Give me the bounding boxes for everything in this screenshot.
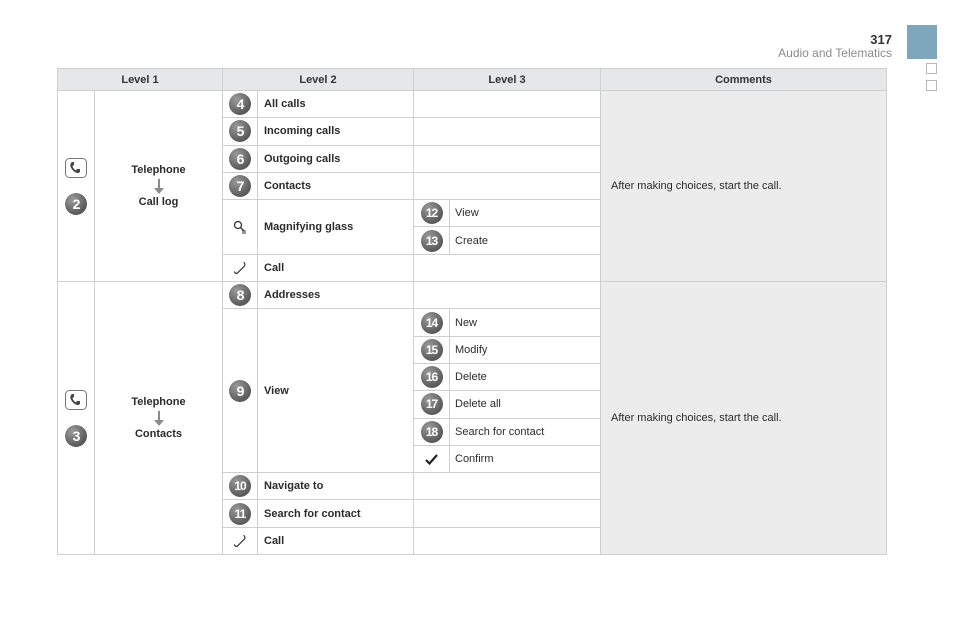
level3-label: View xyxy=(450,200,601,227)
table-body xyxy=(58,91,887,555)
level2-marker-cell xyxy=(223,500,258,527)
table-header-row xyxy=(58,69,887,91)
level2-label: Contacts xyxy=(258,172,414,199)
level3-empty-cell xyxy=(414,91,601,118)
call-handset-icon xyxy=(233,262,247,274)
phone-icon xyxy=(65,390,87,413)
level3-empty-cell xyxy=(414,473,601,500)
comment-cell: After making choices, start the call. xyxy=(601,91,887,282)
level2-label: Navigate to xyxy=(258,473,414,500)
level2-label: Incoming calls xyxy=(258,118,414,145)
level3-label: New xyxy=(450,309,601,336)
path-to-label: Contacts xyxy=(134,427,183,440)
level3-empty-cell xyxy=(414,254,601,281)
level1-icon-cell xyxy=(58,282,95,555)
level2-marker-cell xyxy=(223,254,258,281)
level3-marker-cell xyxy=(414,445,450,472)
level1-icon-cell xyxy=(58,91,95,282)
table-row xyxy=(58,282,887,309)
page-number: 317 xyxy=(870,32,892,47)
level1-path-cell xyxy=(95,282,223,555)
level2-marker-cell xyxy=(223,282,258,309)
level3-label: Create xyxy=(450,227,601,254)
level2-number-badge: 8 xyxy=(229,284,251,306)
phone-icon xyxy=(65,158,87,181)
level3-number-badge: 17 xyxy=(421,393,443,415)
path-from-label: Telephone xyxy=(131,395,186,408)
level3-label: Search for contact xyxy=(450,418,601,445)
level3-empty-cell xyxy=(414,118,601,145)
level2-marker-cell xyxy=(223,91,258,118)
level3-marker-cell xyxy=(414,309,450,336)
column-header: Level 2 xyxy=(223,69,414,91)
tab-marker-box xyxy=(926,80,937,91)
level2-number-badge: 9 xyxy=(229,380,251,402)
level3-number-badge: 13 xyxy=(421,230,443,252)
level3-number-badge: 16 xyxy=(421,366,443,388)
path-from-label: Telephone xyxy=(131,163,186,176)
level3-marker-cell xyxy=(414,363,450,390)
checkmark-icon xyxy=(425,453,438,465)
level2-marker-cell xyxy=(223,527,258,554)
level2-label: Search for contact xyxy=(258,500,414,527)
section-title: Audio and Telematics xyxy=(778,46,892,60)
magnifying-glass-icon xyxy=(233,221,247,233)
level3-empty-cell xyxy=(414,500,601,527)
call-handset-icon xyxy=(233,535,247,547)
menu-table xyxy=(57,68,887,555)
level2-number-badge: 7 xyxy=(229,175,251,197)
tab-marker-box xyxy=(926,63,937,74)
level3-label: Modify xyxy=(450,336,601,363)
level3-empty-cell xyxy=(414,145,601,172)
level2-label: Magnifying glass xyxy=(258,200,414,255)
level3-empty-cell xyxy=(414,527,601,554)
level3-number-badge: 14 xyxy=(421,312,443,334)
path-to-label: Call log xyxy=(138,195,179,208)
level3-number-badge: 18 xyxy=(421,421,443,443)
level3-number-badge: 12 xyxy=(421,202,443,224)
level2-marker-cell xyxy=(223,145,258,172)
level3-marker-cell xyxy=(414,391,450,418)
level2-label: View xyxy=(258,309,414,473)
level2-marker-cell xyxy=(223,200,258,255)
level2-marker-cell xyxy=(223,172,258,199)
column-header: Comments xyxy=(601,69,887,91)
level2-marker-cell xyxy=(223,118,258,145)
chapter-tab xyxy=(907,25,937,59)
level3-label: Delete xyxy=(450,363,601,390)
level2-number-badge: 6 xyxy=(229,148,251,170)
level1-number-badge: 3 xyxy=(65,425,87,447)
level3-label: Confirm xyxy=(450,445,601,472)
level3-number-badge: 15 xyxy=(421,339,443,361)
level2-label: Call xyxy=(258,254,414,281)
level2-label: Addresses xyxy=(258,282,414,309)
level1-path-cell xyxy=(95,91,223,282)
table-row xyxy=(58,91,887,118)
level2-label: All calls xyxy=(258,91,414,118)
comment-cell: After making choices, start the call. xyxy=(601,282,887,555)
level2-label: Outgoing calls xyxy=(258,145,414,172)
level2-label: Call xyxy=(258,527,414,554)
level3-marker-cell xyxy=(414,418,450,445)
level3-empty-cell xyxy=(414,282,601,309)
level3-label: Delete all xyxy=(450,391,601,418)
level3-marker-cell xyxy=(414,227,450,254)
level2-marker-cell xyxy=(223,473,258,500)
level3-marker-cell xyxy=(414,200,450,227)
level2-marker-cell xyxy=(223,309,258,473)
column-header: Level 1 xyxy=(58,69,223,91)
level2-number-badge: 10 xyxy=(229,475,251,497)
column-header: Level 3 xyxy=(414,69,601,91)
level2-number-badge: 11 xyxy=(229,503,251,525)
level1-number-badge: 2 xyxy=(65,193,87,215)
level2-number-badge: 4 xyxy=(229,93,251,115)
level3-marker-cell xyxy=(414,336,450,363)
level2-number-badge: 5 xyxy=(229,120,251,142)
level3-empty-cell xyxy=(414,172,601,199)
